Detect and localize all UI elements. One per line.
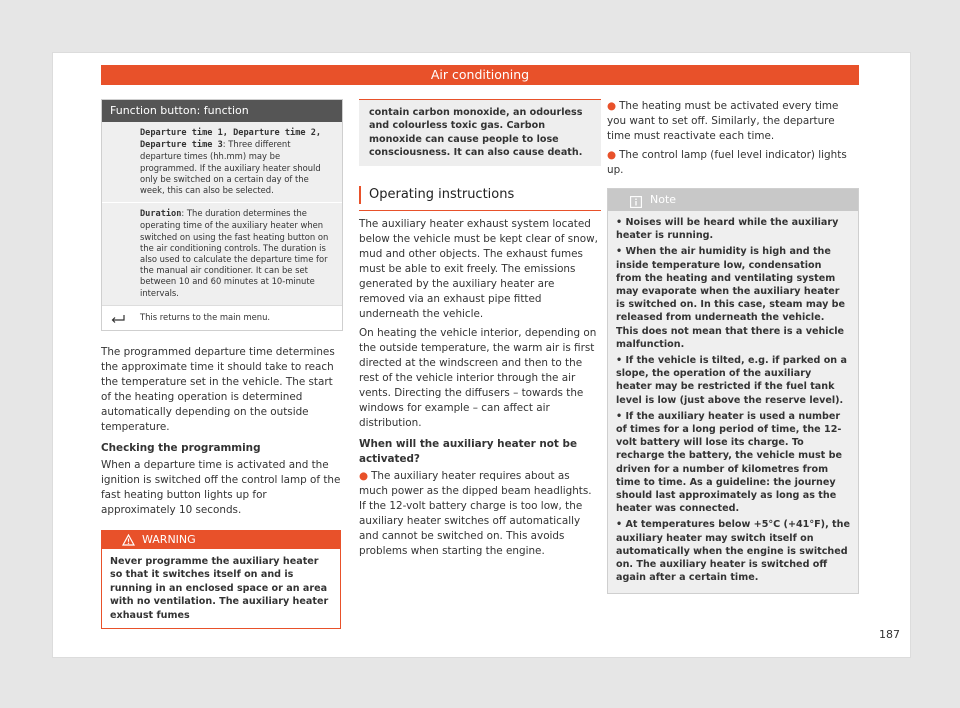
departure-time-desc: : Three different departure times (hh.mm) may be programmed. If the auxiliary heater should only be switched on a certain day of the week, this can also be selected. <box>140 139 321 196</box>
bullet-text: The heating must be activated every time you want to set off. Similarly, the departure time must reactivate each time. <box>607 100 839 142</box>
paragraph: The auxiliary heater exhaust system located below the vehicle must be kept clear of snow, mud and other objects. The exhaust fumes must be able to exit freely. The emissions generated by the auxiliary heater are removed via an exhaust pipe fitted underneath the vehicle. <box>359 217 598 320</box>
table-row <box>102 202 342 305</box>
note-title: Note <box>650 193 677 206</box>
section-accent-bar <box>359 186 361 204</box>
chapter-header: Air conditioning <box>101 65 859 85</box>
section-title <box>359 186 601 211</box>
function-table <box>101 99 343 331</box>
list-item: • Noises will be heard while the auxiliary heater is running. <box>616 217 839 242</box>
warning-text: Never programme the auxiliary heater so that it switches itself on and is running in an enclosed space or an area with no ventilation. The auxiliary heater exhaust fumes <box>110 556 329 621</box>
bullet-icon: ● <box>607 149 617 161</box>
departure-time-labels: Departure time 1, Departure time 2, Departure time 3 <box>140 128 322 151</box>
table-row <box>102 122 342 202</box>
page-number: 187 <box>879 628 900 641</box>
list-item <box>607 99 859 144</box>
manual-page <box>52 52 911 658</box>
info-icon <box>630 194 642 216</box>
warning-triangle-icon <box>122 534 135 552</box>
warning-box <box>101 530 341 629</box>
note-text: When the air humidity is high and the inside temperature low, condensation from the heating and ventilating system may evaporate when the auxiliary heater is switched on. In this case, steam may be released from underneath the vehicle. This does not mean that there is a vehicle malfunction. <box>616 246 846 350</box>
back-arrow-icon <box>102 306 134 330</box>
paragraph: When a departure time is activated and the ignition is switched off the control lamp of the fast heating button lights up for approximately 10 seconds. <box>101 459 341 517</box>
list-item <box>607 148 859 178</box>
duration-label: Duration <box>140 209 182 220</box>
warning-title: WARNING <box>142 533 196 547</box>
list-item: • If the auxiliary heater is used a number of times for a long period of time, the 12-volt battery will lose its charge. To recharge the battery, the vehicle must be driven for a number of kilometres from time to time. As a guideline: the journey should last approximately as long as the heater was connected. <box>616 410 842 515</box>
list-item: • When the air humidity is high and the inside temperature low, condensation from the heating and ventilating system may evaporate when the auxiliary heater is switched on. In this case, steam may be released from underneath the vehicle. This does not mean that there is a vehicle malfunction. <box>616 246 846 350</box>
subheading-checking: Checking the programming <box>101 442 261 455</box>
note-head <box>608 189 858 211</box>
paragraph: The programmed departure time determines the approximate time it should take to reach the temperature set in the vehicle. The start of the heating operation is determined automatically depending on the outside temperature. <box>101 346 335 434</box>
note-text: If the auxiliary heater is used a number of times for a long period of time, the 12-volt battery will lose its charge. To recharge the battery, the vehicle must be driven for a number of kilometres from time to time. As a guideline: the journey should last approximately as long as the heater was connected. <box>616 410 842 515</box>
subheading-when: When will the auxiliary heater not be activated? <box>359 437 577 465</box>
paragraph: On heating the vehicle interior, depending on the outside temperature, the warm air is first directed at the windscreen and then to the rest of the vehicle interior through the air vents. Directing the diffusers – towards the windows for example – can affect air distribution. <box>359 326 597 429</box>
table-cell <box>134 122 342 202</box>
table-row <box>102 305 342 330</box>
blank-icon-cell <box>102 203 134 305</box>
column-1 <box>101 99 341 629</box>
table-cell <box>134 203 342 305</box>
bullet-text: The control lamp (fuel level indicator) lights up. <box>607 149 847 176</box>
section-title-text: Operating instructions <box>369 187 515 203</box>
bullet-icon: ● <box>607 100 617 112</box>
warning-head <box>102 531 340 549</box>
back-desc: This returns to the main menu. <box>140 311 271 322</box>
column-3 <box>607 99 859 594</box>
list-item <box>359 469 601 559</box>
bullet-icon: ● <box>359 469 369 482</box>
bullet-text: The auxiliary heater requires about as much power as the dipped beam headlights. If the 12-volt battery charge is too low, the auxiliary heater switches off automatically and cannot be switched on. This avoids problems when starting the engine. <box>359 469 592 557</box>
list-item: • At temperatures below +5°C (+41°F), the auxiliary heater may switch itself on automatically when the engine is switched on. The auxiliary heater is switched off again after a certain time. <box>616 519 850 584</box>
warning-continuation: contain carbon monoxide, an odourless and colourless toxic gas. Carbon monoxide can cause people to lose consciousness. It can also cause death. <box>359 99 601 166</box>
list-item: • If the vehicle is tilted, e.g. if parked on a slope, the operation of the auxiliary heater may be restricted if the fuel tank level is low (just above the reserve level). <box>616 355 847 406</box>
note-text: At temperatures below +5°C (+41°F), the auxiliary heater may switch itself on automatically when the engine is switched on. The auxiliary heater is switched off again after a certain time. <box>616 519 850 584</box>
note-body <box>608 211 858 593</box>
function-table-head: Function button: function <box>102 100 342 122</box>
column-2 <box>359 99 601 559</box>
blank-icon-cell <box>102 122 134 202</box>
duration-desc: : The duration determines the operating time of the auxiliary heater when switched on using the fast heating button on the air conditioning controls. The duration is also used to calculate the departure time for the manual air conditioner. It can be set between 10 and 60 minutes at 10-minute intervals. <box>140 208 329 298</box>
note-text: Noises will be heard while the auxiliary heater is running. <box>616 217 839 242</box>
note-box <box>607 188 859 594</box>
note-text: If the vehicle is tilted, e.g. if parked on a slope, the operation of the auxiliary heater may be restricted if the fuel tank level is low (just above the reserve level). <box>616 355 847 406</box>
